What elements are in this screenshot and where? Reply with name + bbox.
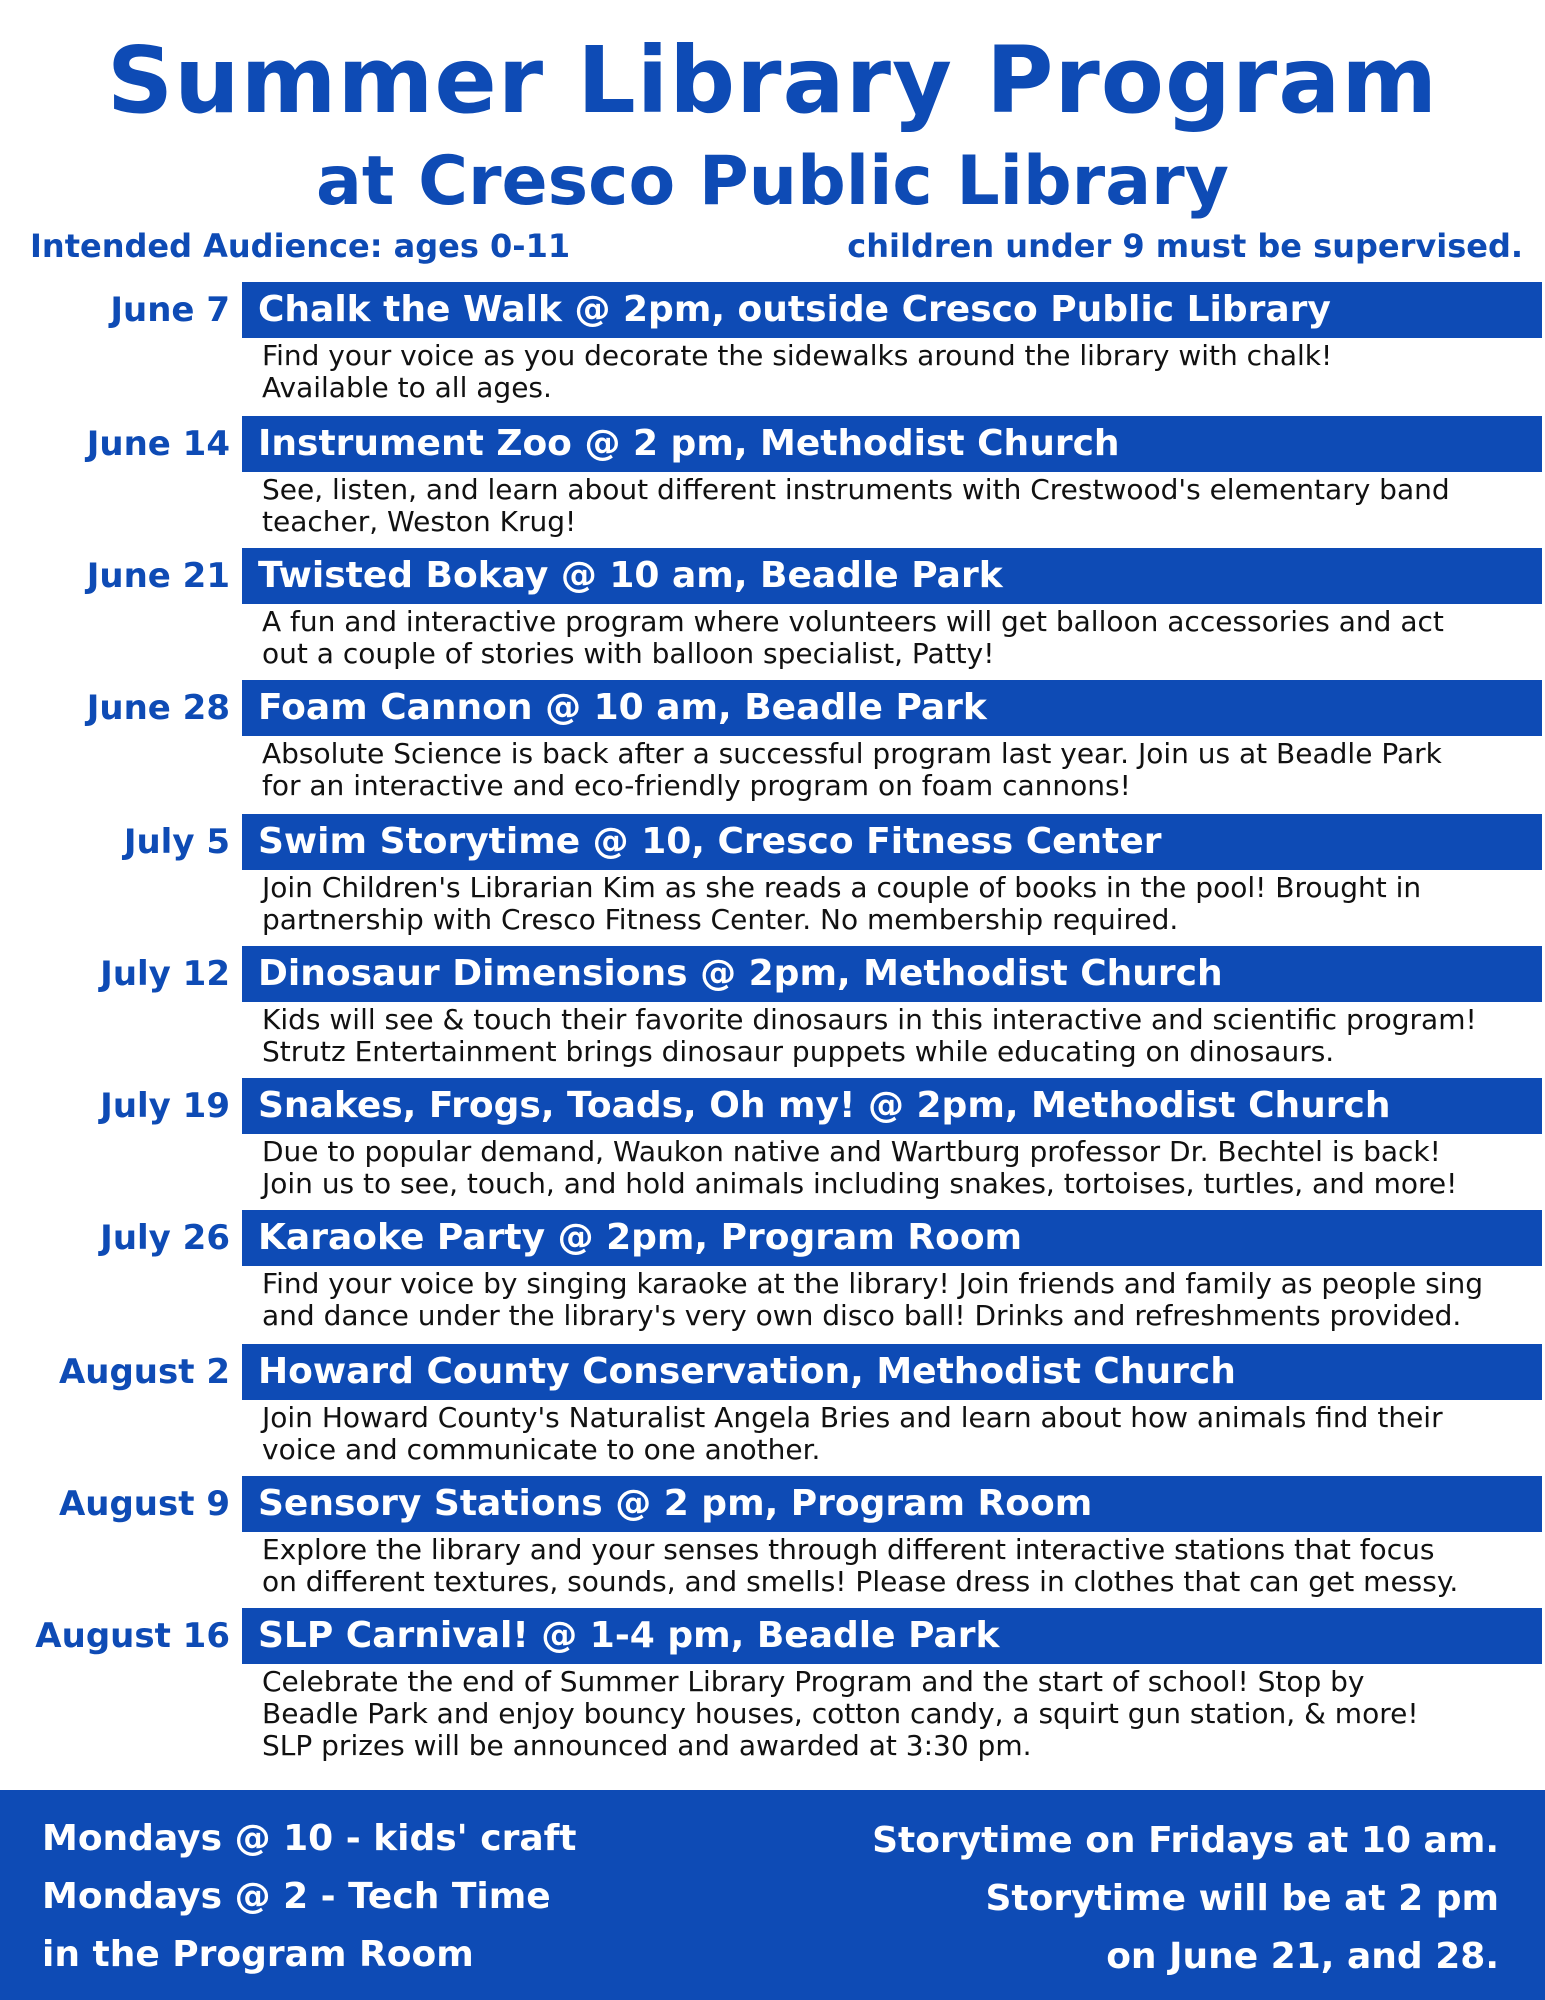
event-description-line: Find your voice as you decorate the sidewalks around the library with chalk! bbox=[262, 339, 1333, 372]
event-description-line: Join Children's Librarian Kim as she reads a couple of books in the pool! Brought in bbox=[262, 871, 1422, 904]
event-description bbox=[262, 738, 1530, 802]
event-date: August 16 bbox=[35, 1616, 230, 1656]
event-description bbox=[262, 1534, 1530, 1598]
event-date: June 7 bbox=[110, 290, 230, 330]
event-date: June 28 bbox=[86, 688, 230, 728]
event-description-line: on different textures, sounds, and smells! Please dress in clothes that can get messy. bbox=[262, 1565, 1459, 1598]
event-title: Karaoke Party @ 2pm, Program Room bbox=[242, 1210, 1542, 1266]
event-title: Snakes, Frogs, Toads, Oh my! @ 2pm, Methodist Church bbox=[242, 1078, 1542, 1134]
footer-right-line: on June 21, and 28. bbox=[1106, 1936, 1499, 1977]
event-title: Howard County Conservation, Methodist Church bbox=[242, 1344, 1542, 1400]
event-description bbox=[262, 1136, 1530, 1200]
event-description bbox=[262, 606, 1530, 670]
event-date: August 9 bbox=[58, 1484, 230, 1524]
event-date: June 14 bbox=[86, 424, 230, 464]
event-description-line: Absolute Science is back after a successful program last year. Join us at Beadle Park bbox=[262, 737, 1442, 770]
event-description-line: Find your voice by singing karaoke at the library! Join friends and family as people sing bbox=[262, 1267, 1484, 1300]
event-description bbox=[262, 474, 1530, 538]
event-date: July 19 bbox=[100, 1086, 230, 1126]
event-description-line: Join Howard County's Naturalist Angela Bries and learn about how animals find their bbox=[262, 1401, 1443, 1434]
event-description-line: Beadle Park and enjoy bouncy houses, cotton candy, a squirt gun station, & more! bbox=[262, 1697, 1419, 1730]
event-date: July 12 bbox=[100, 954, 230, 994]
event-title: SLP Carnival! @ 1-4 pm, Beadle Park bbox=[242, 1608, 1542, 1664]
footer-left-line: Mondays @ 10 - kids' craft bbox=[42, 1818, 577, 1859]
event-title: Swim Storytime @ 10, Cresco Fitness Center bbox=[242, 814, 1542, 870]
event-title: Sensory Stations @ 2 pm, Program Room bbox=[242, 1476, 1542, 1532]
event-date: July 26 bbox=[100, 1218, 230, 1258]
footer-right-line: Storytime on Fridays at 10 am. bbox=[872, 1820, 1499, 1861]
event-description-line: Strutz Entertainment brings dinosaur puppets while educating on dinosaurs. bbox=[262, 1035, 1335, 1068]
event-description-line: partnership with Cresco Fitness Center. No membership required. bbox=[262, 903, 1179, 936]
event-description-line: voice and communicate to one another. bbox=[262, 1433, 821, 1466]
event-description bbox=[262, 1402, 1530, 1466]
event-description bbox=[262, 1666, 1530, 1762]
event-title: Twisted Bokay @ 10 am, Beadle Park bbox=[242, 548, 1542, 604]
page-title: Summer Library Program bbox=[106, 27, 1439, 134]
event-description-line: and dance under the library's very own disco ball! Drinks and refreshments provided. bbox=[262, 1299, 1462, 1332]
event-description-line: Kids will see & touch their favorite dinosaurs in this interactive and scientific program! bbox=[262, 1003, 1477, 1036]
event-description bbox=[262, 1004, 1530, 1068]
footer-left-line: in the Program Room bbox=[42, 1934, 474, 1975]
footer-left-line: Mondays @ 2 - Tech Time bbox=[42, 1876, 551, 1917]
page-subtitle: at Cresco Public Library bbox=[316, 142, 1229, 221]
event-description-line: out a couple of stories with balloon specialist, Patty! bbox=[262, 637, 995, 670]
event-title: Instrument Zoo @ 2 pm, Methodist Church bbox=[242, 416, 1542, 472]
event-title: Chalk the Walk @ 2pm, outside Cresco Public Library bbox=[242, 282, 1542, 338]
event-description-line: Explore the library and your senses through different interactive stations that focus bbox=[262, 1533, 1435, 1566]
event-description-line: Celebrate the end of Summer Library Program and the start of school! Stop by bbox=[262, 1665, 1365, 1698]
event-description-line: Available to all ages. bbox=[262, 371, 552, 404]
event-description-line: for an interactive and eco-friendly program on foam cannons! bbox=[262, 769, 1131, 802]
event-description-line: See, listen, and learn about different instruments with Crestwood's elementary band bbox=[262, 473, 1450, 506]
event-description-line: Due to popular demand, Waukon native and Wartburg professor Dr. Bechtel is back! bbox=[262, 1135, 1441, 1168]
event-description bbox=[262, 340, 1530, 404]
footer-right-line: Storytime will be at 2 pm bbox=[985, 1878, 1499, 1919]
event-date: July 5 bbox=[123, 822, 230, 862]
event-title: Foam Cannon @ 10 am, Beadle Park bbox=[242, 680, 1542, 736]
event-date: June 21 bbox=[86, 556, 230, 596]
event-description-line: teacher, Weston Krug! bbox=[262, 505, 577, 538]
event-description-line: Join us to see, touch, and hold animals including snakes, tortoises, turtles, and more! bbox=[262, 1167, 1458, 1200]
event-description bbox=[262, 1268, 1530, 1332]
event-date: August 2 bbox=[58, 1352, 230, 1392]
footer-banner bbox=[0, 1790, 1545, 2000]
event-description-line: A fun and interactive program where volunteers will get balloon accessories and act bbox=[262, 605, 1444, 638]
event-title: Dinosaur Dimensions @ 2pm, Methodist Church bbox=[242, 946, 1542, 1002]
event-description bbox=[262, 872, 1530, 936]
supervision-note: children under 9 must be supervised. bbox=[847, 227, 1523, 265]
event-description-line: SLP prizes will be announced and awarded at 3:30 pm. bbox=[262, 1729, 1032, 1762]
intended-audience: Intended Audience: ages 0-11 bbox=[30, 227, 571, 265]
